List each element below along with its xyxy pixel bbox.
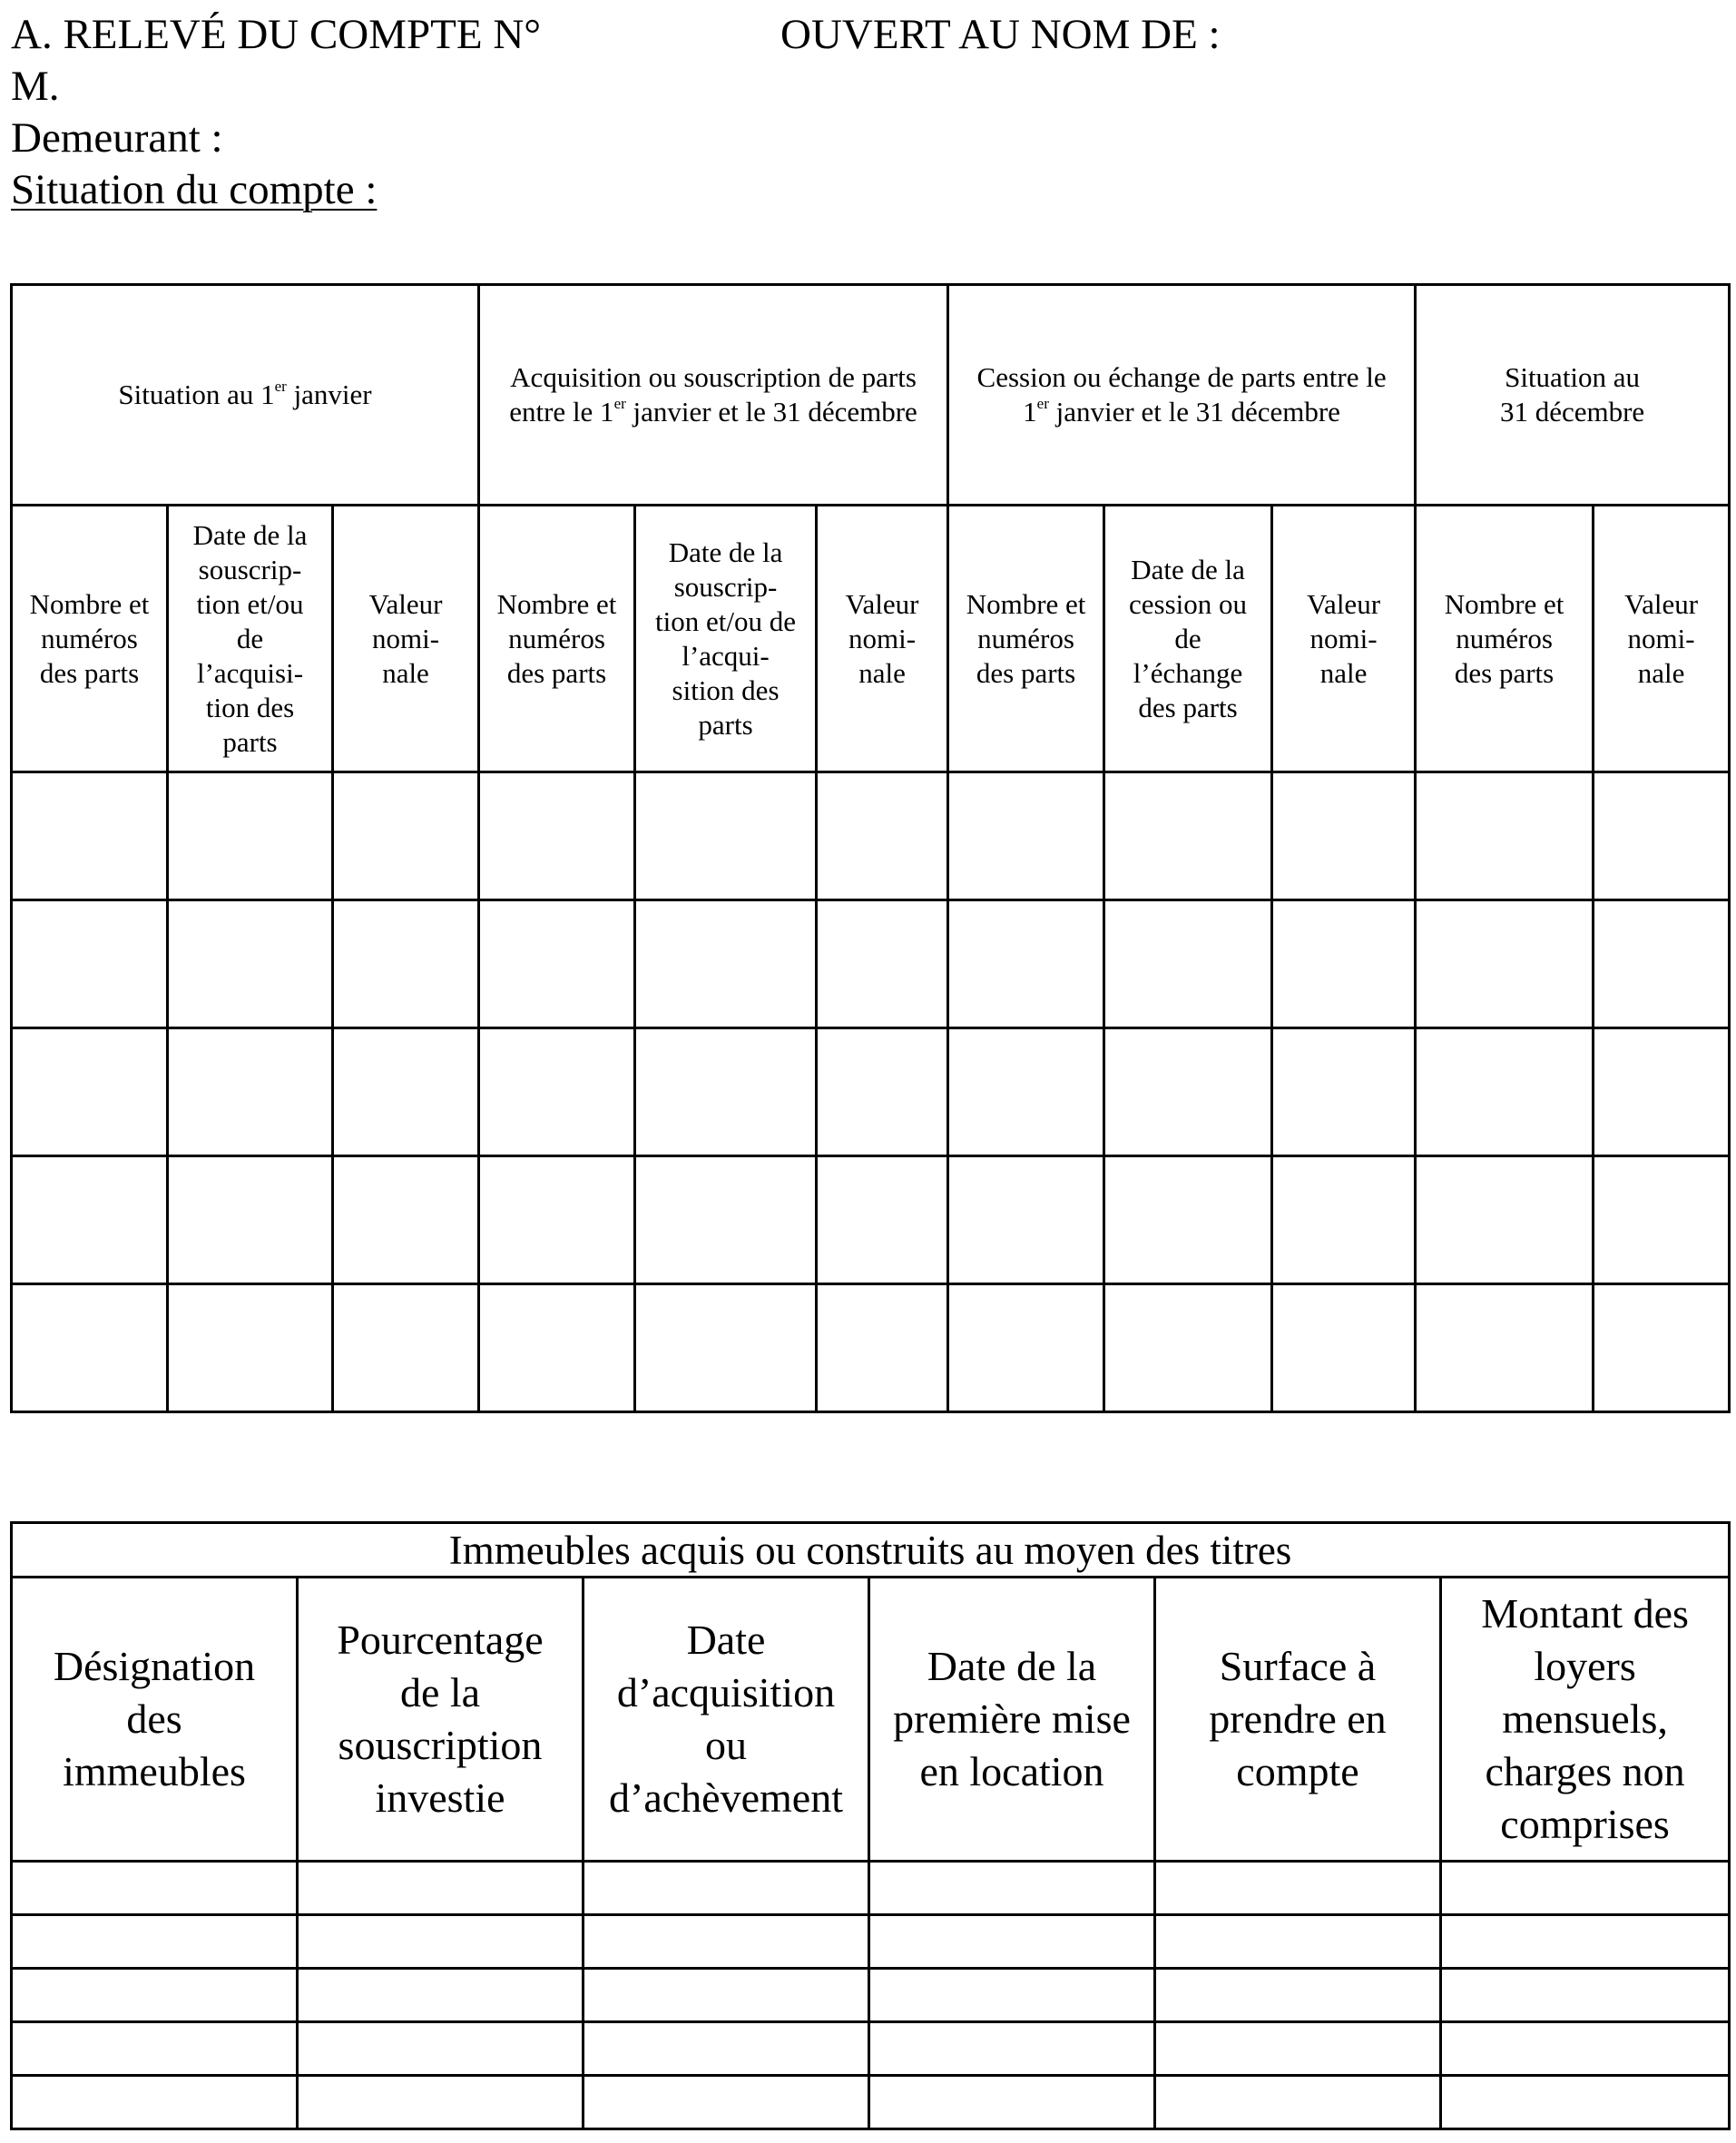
shares-account-table	[10, 283, 1731, 1413]
header-line: de	[1174, 622, 1201, 654]
shares-empty-cell	[1272, 772, 1416, 900]
group-header-cession: Cession ou échange de parts entre le 1er janvier et le 31 décembre	[948, 285, 1416, 506]
header-line: de la	[399, 1669, 481, 1715]
buildings-empty-cell	[869, 1862, 1155, 1915]
shares-empty-cell	[635, 1028, 817, 1156]
shares-empty-cell	[1272, 900, 1416, 1028]
header-line: nale	[858, 656, 906, 689]
buildings-col-header-6	[1441, 1578, 1730, 1862]
shares-empty-cell	[1594, 1156, 1730, 1284]
buildings-empty-cell	[1441, 1915, 1730, 1969]
header-line: Valeur	[1307, 587, 1381, 620]
header-line: des parts	[39, 656, 140, 689]
header-line: cession ou	[1129, 587, 1248, 620]
buildings-empty-cell	[12, 1969, 298, 2022]
header-line: charges non	[1485, 1748, 1685, 1794]
header-line: nale	[382, 656, 429, 689]
shares-empty-cell	[12, 1028, 168, 1156]
shares-empty-cell	[635, 1156, 817, 1284]
shares-empty-cell	[168, 1284, 333, 1412]
buildings-table-title: Immeubles acquis ou construits au moyen des titres	[12, 1523, 1730, 1578]
buildings-empty-cell	[584, 1969, 869, 2022]
shares-empty-cell	[333, 1156, 479, 1284]
shares-empty-cell	[333, 900, 479, 1028]
shares-empty-cell	[1416, 772, 1594, 900]
header-line: numéros	[41, 622, 138, 654]
header-line: Valeur	[1624, 587, 1699, 620]
buildings-row	[12, 2022, 1730, 2076]
header-line: nomi-	[1309, 622, 1378, 654]
shares-empty-cell	[479, 772, 635, 900]
shares-empty-cell	[817, 1028, 948, 1156]
shares-col-header-5	[635, 506, 817, 772]
header-line: nomi-	[848, 622, 917, 654]
buildings-col-header-4	[869, 1578, 1155, 1862]
buildings-empty-cell	[12, 1862, 298, 1915]
header-line: souscription	[338, 1722, 543, 1768]
shares-row	[12, 1156, 1730, 1284]
shares-empty-cell	[1416, 1028, 1594, 1156]
shares-empty-cell	[1104, 900, 1272, 1028]
header-line: de	[236, 622, 264, 654]
shares-empty-cell	[1594, 900, 1730, 1028]
header-line: première mise	[893, 1696, 1131, 1742]
group-header-acquisition: Acquisition ou souscription de parts entre le 1er janvier et le 31 décembre	[479, 285, 948, 506]
shares-row	[12, 1028, 1730, 1156]
buildings-empty-cell	[1155, 1969, 1441, 2022]
header-line: l’acqui-	[682, 639, 770, 672]
buildings-empty-cell	[1155, 2076, 1441, 2129]
header-line: Nombre et	[966, 587, 1086, 620]
shares-empty-cell	[1104, 1156, 1272, 1284]
buildings-col-header-2	[298, 1578, 584, 1862]
shares-empty-cell	[817, 1156, 948, 1284]
buildings-empty-cell	[1441, 2022, 1730, 2076]
shares-empty-cell	[1594, 772, 1730, 900]
shares-empty-cell	[333, 1284, 479, 1412]
buildings-empty-cell	[1441, 1969, 1730, 2022]
shares-col-header-3	[333, 506, 479, 772]
header-line: prendre en	[1209, 1696, 1387, 1742]
header-line: des parts	[976, 656, 1076, 689]
buildings-empty-cell	[1155, 1915, 1441, 1969]
shares-empty-cell	[1272, 1156, 1416, 1284]
buildings-empty-cell	[298, 1969, 584, 2022]
shares-row	[12, 1284, 1730, 1412]
buildings-empty-cell	[298, 2076, 584, 2129]
shares-col-header-4	[479, 506, 635, 772]
buildings-empty-cell	[298, 2022, 584, 2076]
shares-empty-cell	[12, 1156, 168, 1284]
shares-empty-cell	[635, 772, 817, 900]
account-number-label: A. RELEVÉ DU COMPTE N°	[11, 11, 542, 58]
shares-empty-cell	[1272, 1284, 1416, 1412]
header-line: sition des	[672, 673, 780, 706]
shares-col-header-1	[12, 506, 168, 772]
shares-row	[12, 772, 1730, 900]
shares-empty-cell	[12, 772, 168, 900]
header-line: des	[126, 1696, 182, 1742]
shares-empty-cell	[1104, 772, 1272, 900]
header-line: nale	[1637, 656, 1685, 689]
shares-empty-cell	[333, 772, 479, 900]
shares-col-header-11	[1594, 506, 1730, 772]
shares-empty-cell	[479, 1156, 635, 1284]
buildings-empty-cell	[12, 2076, 298, 2129]
buildings-col-header-5	[1155, 1578, 1441, 1862]
header-line: l’acquisi-	[196, 656, 304, 689]
header-line: Date de la	[927, 1643, 1097, 1689]
header-line: tion et/ou	[196, 587, 304, 620]
buildings-empty-cell	[869, 1915, 1155, 1969]
header-line: nomi-	[371, 622, 440, 654]
buildings-empty-cell	[869, 1969, 1155, 2022]
header-line: numéros	[1456, 622, 1553, 654]
buildings-table	[10, 1521, 1731, 2130]
shares-empty-cell	[1416, 1284, 1594, 1412]
shares-col-header-8	[1104, 506, 1272, 772]
group-header-situation-dec: Situation au 31 décembre	[1416, 285, 1730, 506]
header-line: Date de la	[192, 518, 308, 551]
header-line: nomi-	[1627, 622, 1695, 654]
buildings-empty-cell	[584, 2022, 869, 2076]
buildings-empty-cell	[869, 2076, 1155, 2129]
shares-col-header-7	[948, 506, 1104, 772]
header-line: Date de la	[668, 536, 783, 568]
shares-empty-cell	[479, 1284, 635, 1412]
shares-empty-cell	[168, 772, 333, 900]
header-line: Date de la	[1131, 553, 1245, 585]
header-line: d’achèvement	[609, 1774, 843, 1821]
buildings-empty-cell	[12, 1915, 298, 1969]
shares-empty-cell	[1104, 1284, 1272, 1412]
header-line: Pourcentage	[337, 1617, 544, 1663]
shares-col-header-10	[1416, 506, 1594, 772]
shares-empty-cell	[12, 1284, 168, 1412]
header-line: Nombre et	[496, 587, 617, 620]
header-line: comprises	[1500, 1801, 1670, 1847]
buildings-empty-cell	[584, 2076, 869, 2129]
buildings-empty-cell	[1155, 1862, 1441, 1915]
shares-empty-cell	[948, 900, 1104, 1028]
header-line: Date	[686, 1617, 766, 1663]
shares-empty-cell	[948, 772, 1104, 900]
header-line: parts	[222, 725, 278, 758]
header-line: Montant des	[1481, 1590, 1689, 1637]
shares-empty-cell	[817, 1284, 948, 1412]
buildings-empty-cell	[12, 2022, 298, 2076]
buildings-col-header-1	[12, 1578, 298, 1862]
header-line: souscrip-	[198, 553, 302, 585]
header-line: Nombre et	[29, 587, 150, 620]
shares-empty-cell	[1272, 1028, 1416, 1156]
shares-empty-cell	[479, 900, 635, 1028]
buildings-col-header-3	[584, 1578, 869, 1862]
account-status-heading: Situation du compte :	[11, 166, 378, 213]
shares-empty-cell	[948, 1028, 1104, 1156]
buildings-row	[12, 1862, 1730, 1915]
shares-empty-cell	[333, 1028, 479, 1156]
shares-empty-cell	[1416, 900, 1594, 1028]
shares-empty-cell	[635, 1284, 817, 1412]
header-line: immeubles	[63, 1748, 246, 1794]
header-line: Désignation	[53, 1643, 256, 1689]
header-line: nale	[1319, 656, 1368, 689]
shares-empty-cell	[948, 1284, 1104, 1412]
header-line: Nombre et	[1444, 587, 1564, 620]
group-header-situation-jan: Situation au 1er janvier	[12, 285, 479, 506]
shares-empty-cell	[1104, 1028, 1272, 1156]
holder-name-label: M.	[11, 63, 60, 110]
shares-empty-cell	[817, 772, 948, 900]
header-line: investie	[375, 1774, 505, 1821]
header-line: l’échange	[1133, 656, 1243, 689]
header-line: Surface à	[1219, 1643, 1377, 1689]
header-line: parts	[698, 708, 753, 741]
header-line: ou	[705, 1722, 747, 1768]
shares-empty-cell	[1594, 1284, 1730, 1412]
header-line: compte	[1236, 1748, 1359, 1794]
shares-empty-cell	[1416, 1156, 1594, 1284]
header-line: souscrip-	[673, 570, 778, 603]
shares-empty-cell	[168, 1028, 333, 1156]
buildings-empty-cell	[298, 1915, 584, 1969]
buildings-empty-cell	[1441, 2076, 1730, 2129]
buildings-row	[12, 1915, 1730, 1969]
address-label: Demeurant :	[11, 114, 223, 162]
shares-empty-cell	[168, 1156, 333, 1284]
header-line: mensuels,	[1502, 1696, 1668, 1742]
shares-empty-cell	[635, 900, 817, 1028]
header-line: Valeur	[368, 587, 443, 620]
buildings-empty-cell	[1441, 1862, 1730, 1915]
header-line: des parts	[1138, 691, 1238, 723]
header-line: des parts	[506, 656, 607, 689]
buildings-empty-cell	[869, 2022, 1155, 2076]
shares-row	[12, 900, 1730, 1028]
header-line: numéros	[508, 622, 605, 654]
shares-empty-cell	[168, 900, 333, 1028]
shares-empty-cell	[1594, 1028, 1730, 1156]
buildings-row	[12, 1969, 1730, 2022]
header-line: en location	[919, 1748, 1104, 1794]
shares-col-header-6	[817, 506, 948, 772]
header-line: tion et/ou de	[655, 605, 797, 637]
header-line: Valeur	[845, 587, 919, 620]
buildings-empty-cell	[584, 1915, 869, 1969]
buildings-row	[12, 2076, 1730, 2129]
account-holder-label: OUVERT AU NOM DE :	[780, 11, 1221, 58]
shares-col-header-2	[168, 506, 333, 772]
buildings-empty-cell	[584, 1862, 869, 1915]
header-line: des parts	[1454, 656, 1555, 689]
shares-empty-cell	[948, 1156, 1104, 1284]
shares-col-header-9	[1272, 506, 1416, 772]
header-line: d’acquisition	[616, 1669, 836, 1715]
shares-empty-cell	[817, 900, 948, 1028]
header-line: tion des	[205, 691, 295, 723]
header-line: loyers	[1534, 1643, 1636, 1689]
header-line: numéros	[977, 622, 1074, 654]
shares-empty-cell	[12, 900, 168, 1028]
buildings-empty-cell	[298, 1862, 584, 1915]
buildings-empty-cell	[1155, 2022, 1441, 2076]
shares-empty-cell	[479, 1028, 635, 1156]
